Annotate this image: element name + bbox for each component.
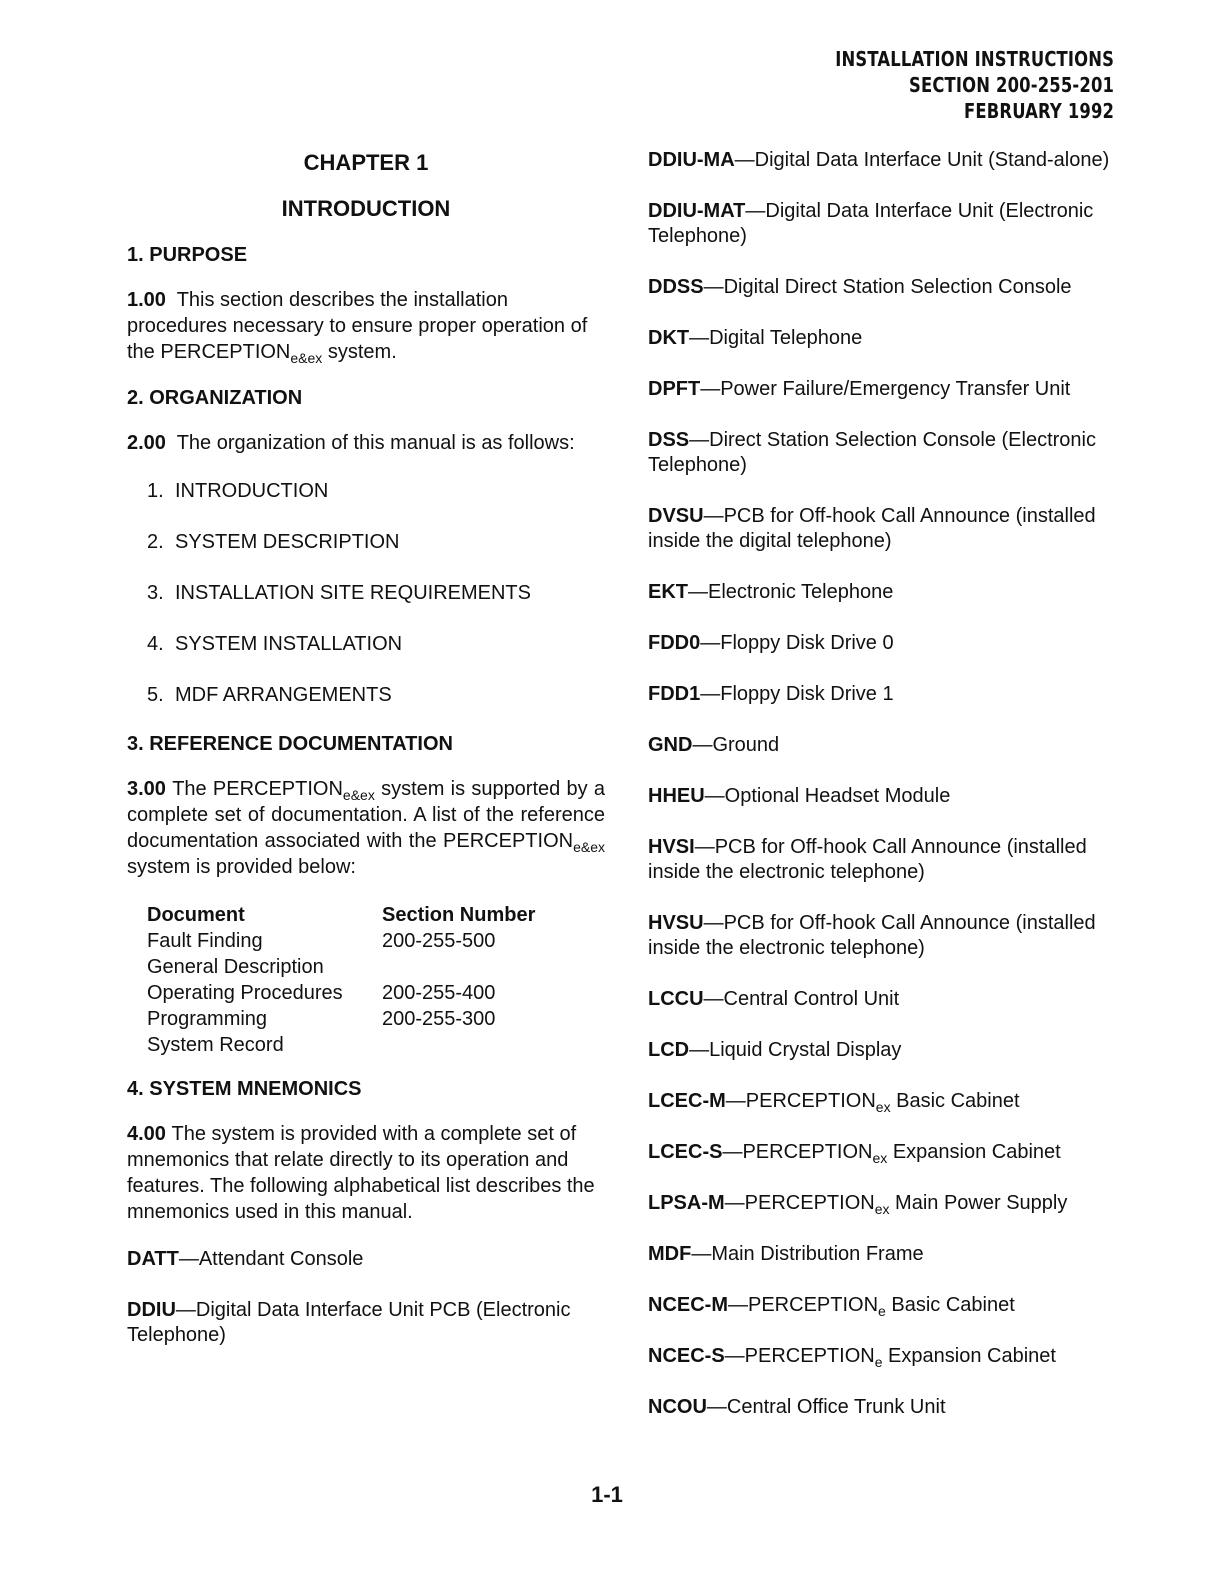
mnemonic-key: DDIU [127, 1299, 176, 1321]
mnemonic-desc: PCB for Off-hook Call Announce (installed inside the electronic telephone) [648, 912, 1096, 959]
table-cell: 200-255-300 [382, 1008, 496, 1030]
mnemonics-paragraph [127, 1121, 605, 1225]
mnemonic-entry: DPFT—Power Failure/Emergency Transfer Unit [648, 378, 1071, 400]
table-row [147, 980, 535, 1006]
list-label: INTRODUCTION [175, 480, 329, 502]
list-item [147, 580, 605, 606]
subscript: e&ex [290, 350, 323, 366]
list-number: 4. [147, 633, 164, 655]
mnemonic-key: DDIU-MA [648, 149, 735, 171]
paragraph-number: 3.00 [127, 778, 166, 800]
list-label: MDF ARRANGEMENTS [175, 684, 392, 706]
table-cell: Fault Finding [147, 930, 263, 952]
mnemonic-key: DKT [648, 327, 690, 349]
mnemonic-entry: NCEC-$M—PERCEPTION_e$ Basic Cabinet [648, 1294, 1015, 1319]
organization-text: The organization of this manual is as follows: [176, 432, 575, 454]
list-number: 2. [147, 531, 164, 553]
mnemonic-desc: Electronic Telephone [708, 581, 894, 603]
table-cell: Operating Procedures [147, 982, 343, 1004]
mnemonic-entry: NCOU—Central Office Trunk Unit [648, 1396, 946, 1418]
mnemonic-entry: LCCU—Central Control Unit [648, 988, 900, 1010]
mnemonic-entry: DATT—Attendant Console [127, 1248, 364, 1270]
table-cell: Programming [147, 1008, 268, 1030]
mnemonic-desc-end: Main Power Supply [889, 1192, 1068, 1214]
table-cell: 200-255-400 [382, 982, 496, 1004]
list-item [147, 529, 605, 555]
mnemonic-desc: Power Failure/Emergency Transfer Unit [720, 378, 1071, 400]
purpose-text-end: system. [322, 341, 397, 363]
list-label: SYSTEM DESCRIPTION [175, 531, 400, 553]
mnemonic-key: MDF [648, 1243, 692, 1265]
reference-heading: 3. REFERENCE DOCUMENTATION [127, 733, 453, 755]
mnemonic-entry: HVSU—PCB for Off-hook Call Announce (installed inside the electronic telephone) [648, 912, 1096, 959]
chapter-subtitle: INTRODUCTION [281, 196, 451, 221]
mnemonic-key: HVSI [648, 836, 695, 858]
mnemonic-key: GND [648, 734, 693, 756]
mnemonics-text: The system is provided with a complete set of mnemonics that relate directly to its operation and features. The following alphabetical list describes the mnemonics used in this manual. [127, 1123, 595, 1223]
mnemonic-desc-end: Expansion Cabinet [882, 1345, 1056, 1367]
mnemonic-desc: PERCEPTION [745, 1090, 876, 1112]
organization-heading: 2. ORGANIZATION [127, 387, 303, 409]
header-title: INSTALLATION INSTRUCTIONS [835, 47, 1114, 71]
left-column [127, 150, 605, 1374]
mnemonic-desc-end: Basic Cabinet [890, 1090, 1020, 1112]
column-header: Section Number [382, 904, 536, 926]
mnemonic-entry: HHEU—Optional Headset Module [648, 785, 951, 807]
paragraph-number: 4.00 [127, 1123, 166, 1145]
mnemonic-desc-end: Basic Cabinet [885, 1294, 1015, 1316]
reference-text: The PERCEPTION [172, 778, 343, 800]
table-row [147, 1032, 535, 1058]
mnemonic-key: DDIU-MAT [648, 200, 746, 222]
mnemonic-key: DVSU [648, 505, 704, 527]
mnemonic-list [648, 148, 1120, 1420]
mnemonic-key: HVSU [648, 912, 704, 934]
list-item [147, 631, 605, 657]
mnemonic-desc: PCB for Off-hook Call Announce (installed inside the electronic telephone) [648, 836, 1087, 883]
mnemonic-key: DSS [648, 429, 690, 451]
list-label: SYSTEM INSTALLATION [175, 633, 403, 655]
mnemonic-desc: Digital Data Interface Unit (Stand-alone) [754, 149, 1110, 171]
reference-paragraph [127, 776, 605, 880]
list-item [147, 682, 605, 708]
mnemonic-desc: Attendant Console [198, 1248, 364, 1270]
table-cell: 200-255-500 [382, 930, 496, 952]
mnemonic-key: NCEC-S [648, 1345, 725, 1367]
header-date: FEBRUARY 1992 [963, 99, 1114, 123]
subscript: e&ex [342, 787, 375, 803]
list-label: INSTALLATION SITE REQUIREMENTS [175, 582, 531, 604]
list-number: 3. [147, 582, 164, 604]
mnemonic-key: HHEU [648, 785, 705, 807]
mnemonic-entry: EKT—Electronic Telephone [648, 581, 894, 603]
table-cell: General Description [147, 956, 324, 978]
mnemonic-desc: Central Office Trunk Unit [726, 1396, 946, 1418]
mnemonic-entry: DSS—Direct Station Selection Console (Electronic Telephone) [648, 429, 1096, 476]
mnemonic-entry: LPSA-$M—PERCEPTION_{ex}$ Main Power Supply [648, 1192, 1068, 1217]
mnemonic-entry: HVSI—PCB for Off-hook Call Announce (installed inside the electronic telephone) [648, 836, 1087, 883]
mnemonic-entry: MDF—Main Distribution Frame [648, 1243, 924, 1265]
page-header [835, 46, 1114, 124]
table-row [147, 928, 535, 954]
mnemonic-entry: GND—Ground [648, 734, 780, 756]
organization-paragraph [127, 430, 605, 456]
table-cell [382, 1032, 535, 1058]
list-number: 5. [147, 684, 164, 706]
mnemonic-entry: DDIU—Digital Data Interface Unit PCB (Electronic Telephone) [127, 1299, 571, 1346]
mnemonic-key: NCEC-M [648, 1294, 728, 1316]
mnemonic-entry: DVSU—PCB for Off-hook Call Announce (installed inside the digital telephone) [648, 505, 1096, 552]
subscript: e [878, 1303, 886, 1319]
mnemonic-key: NCOU [648, 1396, 707, 1418]
mnemonic-key: DPFT [648, 378, 701, 400]
paragraph-number: 2.00 [127, 432, 166, 454]
subscript: ex [872, 1150, 888, 1166]
table-row [147, 1006, 535, 1032]
purpose-paragraph [127, 287, 605, 365]
organization-list [147, 478, 605, 708]
mnemonics-heading: 4. SYSTEM MNEMONICS [127, 1078, 362, 1100]
reference-table [147, 902, 535, 1058]
mnemonic-desc: Floppy Disk Drive 1 [720, 683, 894, 705]
list-item [147, 478, 605, 504]
chapter-title: CHAPTER 1 [303, 150, 429, 175]
mnemonic-key: EKT [648, 581, 688, 603]
mnemonic-desc: Central Control Unit [723, 988, 900, 1010]
mnemonic-key: DDSS [648, 276, 704, 298]
mnemonic-entry: LCEC-$S—PERCEPTION_{ex}$ Expansion Cabinet [648, 1141, 1061, 1166]
mnemonic-desc: Optional Headset Module [724, 785, 951, 807]
mnemonic-key: LCEC-S [648, 1141, 723, 1163]
mnemonic-desc: Digital Telephone [709, 327, 863, 349]
mnemonic-entry: LCEC-$M—PERCEPTION_{ex}$ Basic Cabinet [648, 1090, 1020, 1115]
mnemonic-entry: FDD1—Floppy Disk Drive 1 [648, 683, 894, 705]
mnemonic-desc: PERCEPTION [744, 1192, 875, 1214]
purpose-text: This section describes the installation procedures necessary to ensure proper operation of the PERCEPTION [127, 289, 588, 363]
mnemonic-desc-end: Expansion Cabinet [887, 1141, 1061, 1163]
mnemonic-desc: Main Distribution Frame [711, 1243, 924, 1265]
mnemonic-desc: Digital Direct Station Selection Console [723, 276, 1072, 298]
list-number: 1. [147, 480, 164, 502]
reference-text: system is supported by a complete set of documentation. A list of the reference documentation associated with the PERCEPTION [127, 778, 605, 852]
subscript: ex [874, 1201, 890, 1217]
purpose-heading: 1. PURPOSE [127, 244, 248, 266]
mnemonic-desc: Floppy Disk Drive 0 [720, 632, 894, 654]
mnemonic-desc: PERCEPTION [744, 1345, 875, 1367]
header-section: SECTION 200-255-201 [908, 73, 1114, 97]
mnemonic-desc: Direct Station Selection Console (Electronic Telephone) [648, 429, 1096, 476]
table-cell [382, 954, 535, 980]
mnemonic-entry: DDIU-MA—Digital Data Interface Unit (Stand-alone) [648, 149, 1110, 171]
mnemonic-desc: PERCEPTION [748, 1294, 879, 1316]
mnemonic-key: LCEC-M [648, 1090, 726, 1112]
reference-text: system is provided below: [127, 856, 356, 878]
table-cell: System Record [147, 1034, 284, 1056]
mnemonic-desc: Digital Data Interface Unit (Electronic Telephone) [648, 200, 1094, 247]
table-header-row [147, 902, 535, 928]
mnemonic-key: LPSA-M [648, 1192, 725, 1214]
mnemonic-entry: LCD—Liquid Crystal Display [648, 1039, 902, 1061]
subscript: e [874, 1354, 883, 1370]
page-number: 1-1 [591, 1482, 623, 1507]
mnemonic-key: FDD1 [648, 683, 701, 705]
mnemonic-desc: Liquid Crystal Display [709, 1039, 902, 1061]
mnemonic-entry: DKT—Digital Telephone [648, 327, 863, 349]
mnemonic-key: DATT [127, 1248, 179, 1270]
mnemonic-entry: FDD0—Floppy Disk Drive 0 [648, 632, 894, 654]
subscript: e&ex [573, 839, 605, 855]
subscript: ex [875, 1099, 891, 1115]
mnemonic-entry: DDIU-MAT—Digital Data Interface Unit (Electronic Telephone) [648, 200, 1094, 247]
mnemonic-desc: Digital Data Interface Unit PCB (Electronic Telephone) [127, 1299, 571, 1346]
paragraph-number: 1.00 [127, 289, 166, 311]
mnemonic-desc: PCB for Off-hook Call Announce (installed inside the digital telephone) [648, 505, 1096, 552]
mnemonic-desc: Ground [712, 734, 780, 756]
mnemonic-key: LCCU [648, 988, 704, 1010]
right-column [648, 148, 1120, 1446]
mnemonic-key: FDD0 [648, 632, 701, 654]
table-row [147, 954, 535, 980]
mnemonic-desc: PERCEPTION [742, 1141, 873, 1163]
column-header: Document [147, 904, 245, 926]
mnemonic-key: LCD [648, 1039, 690, 1061]
mnemonic-entry: NCEC-$S—PERCEPTION_e$ Expansion Cabinet [648, 1345, 1056, 1370]
mnemonic-entry: DDSS—Digital Direct Station Selection Console [648, 276, 1072, 298]
